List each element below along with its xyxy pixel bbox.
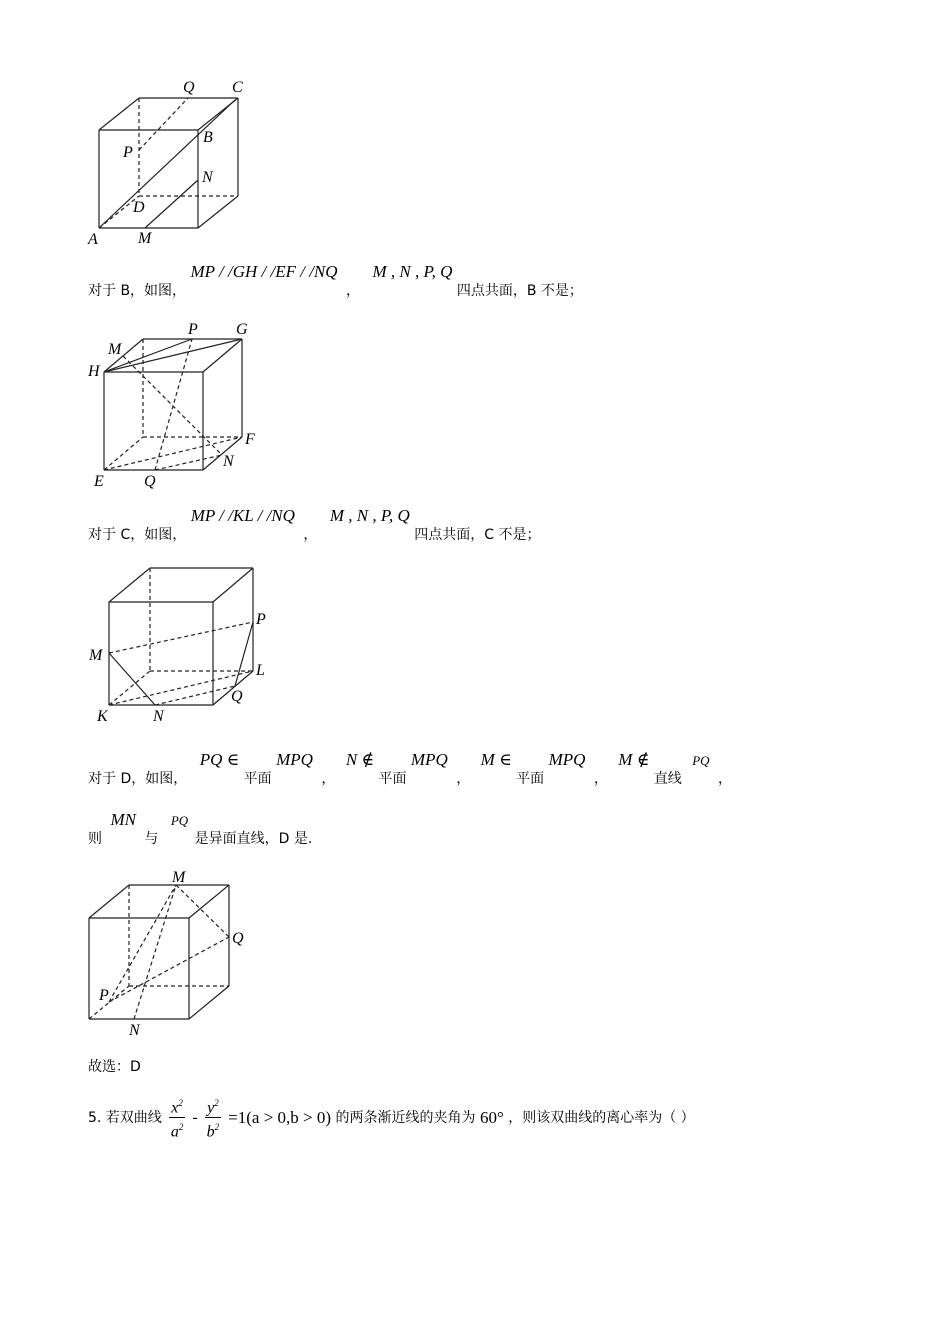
q5-frac1-den-exp: 2: [178, 1122, 184, 1133]
option-d-sep-1: ，: [321, 771, 336, 787]
figure-cube-c: [85, 318, 265, 493]
fig1-label-q: Q: [183, 79, 195, 96]
q5-fraction-x: [169, 1094, 185, 1142]
option-b-math-parallel: MP / /GH / /EF / /NQ: [190, 262, 338, 281]
fig2-label-m: M: [108, 341, 122, 358]
option-d-text-line: 直线: [653, 771, 682, 787]
q5-minus: -: [192, 1108, 198, 1126]
fig2-label-g: G: [236, 321, 248, 338]
d2-text-then: 则: [88, 831, 102, 847]
d2-text-skew: 是异面直线，D 是.: [194, 831, 313, 847]
q5-suffix: ，则该双曲线的离心率为（ ）: [508, 1109, 695, 1126]
d2-math-mn: MN: [110, 810, 136, 829]
option-d-math-5: M ∈: [480, 750, 512, 769]
option-b-suffix: 四点共面，B 不是；: [456, 283, 583, 299]
line-option-d-conclusion: [88, 810, 313, 847]
figure-cube-d: [85, 560, 275, 730]
option-d-prefix: 对于 D，如图，: [88, 771, 188, 787]
q5-equation-rest: =1(a > 0,b > 0): [228, 1107, 332, 1127]
option-d-text-plane-2: 平面: [378, 771, 407, 787]
option-c-math-parallel: MP / /KL / /NQ: [190, 506, 295, 525]
d2-math-pq: PQ: [170, 813, 189, 828]
fig3-label-l: L: [256, 662, 265, 679]
option-d-math-3: N ∉: [345, 750, 375, 769]
fig2-label-n: N: [223, 453, 234, 470]
fig2-label-h: H: [88, 363, 100, 380]
fig2-label-f: F: [245, 431, 255, 448]
fig1-label-n: N: [202, 169, 213, 186]
q5-frac1-num-exp: 2: [178, 1098, 183, 1108]
fig3-label-q: Q: [231, 688, 243, 705]
option-d-sep-2: ，: [456, 771, 471, 787]
fig2-label-q: Q: [144, 473, 156, 490]
option-d-math-2: MPQ: [276, 750, 313, 769]
line-option-d: [88, 750, 732, 787]
q5-frac2-den-exp: 2: [214, 1122, 220, 1133]
q5-frac2-den: b: [206, 1123, 215, 1141]
answer-line: 故选：D: [88, 1059, 141, 1075]
option-d-math-6: MPQ: [548, 750, 586, 769]
option-d-math-4: MPQ: [410, 750, 448, 769]
fig1-label-d: D: [133, 199, 145, 216]
option-c-sep: ，: [303, 527, 318, 543]
fig3-label-p: P: [256, 611, 266, 628]
figure-cube-b: [80, 75, 260, 250]
q5-mid: 的两条渐近线的夹角为: [335, 1109, 476, 1126]
line-option-c: [88, 506, 541, 543]
option-d-math-7: M ∉: [618, 750, 650, 769]
option-d-math-8: PQ: [692, 753, 710, 768]
option-c-suffix: 四点共面，C 不是；: [414, 527, 541, 543]
fig1-label-c: C: [232, 79, 243, 96]
q5-frac2-num-exp: 2: [214, 1098, 219, 1108]
q5-angle: 60°: [479, 1107, 504, 1127]
fig4-label-m: M: [172, 869, 186, 886]
question-5: [88, 1094, 695, 1142]
fig1-label-m: M: [138, 230, 152, 247]
option-c-prefix: 对于 C，如图，: [88, 527, 187, 543]
option-d-text-plane-1: 平面: [243, 771, 272, 787]
option-d-text-plane-3: 平面: [516, 771, 545, 787]
fig4-label-q: Q: [232, 930, 244, 947]
fig2-label-e: E: [94, 473, 104, 490]
option-d-math-1: PQ ∈: [199, 750, 240, 769]
line-option-b: [88, 262, 583, 299]
fig1-label-p: P: [123, 144, 133, 161]
fig1-label-b: B: [203, 129, 213, 146]
option-b-math-points: M , N , P, Q: [372, 262, 453, 281]
fig4-label-p: P: [99, 987, 109, 1004]
q5-frac2-num: y: [207, 1099, 215, 1117]
d2-text-and: 与: [144, 831, 159, 847]
option-d-sep-4: ，: [718, 771, 732, 787]
option-d-sep-3: ，: [593, 771, 608, 787]
option-b-prefix: 对于 B，如图，: [88, 283, 187, 299]
q5-frac1-den: a: [170, 1123, 179, 1141]
fig1-label-a: A: [88, 231, 98, 248]
fig2-label-p: P: [188, 321, 198, 338]
q5-frac1-num: x: [171, 1099, 179, 1117]
fig3-label-m: M: [89, 647, 103, 664]
fig3-label-n: N: [153, 708, 164, 725]
fig3-label-k: K: [97, 708, 108, 725]
q5-prefix: 5. 若双曲线: [88, 1109, 162, 1126]
option-b-sep: ，: [345, 283, 360, 299]
fig4-label-n: N: [129, 1022, 140, 1039]
option-c-math-points: M , N , P, Q: [329, 506, 410, 525]
q5-fraction-y: [205, 1094, 221, 1142]
figure-cube-answer: [85, 865, 255, 1040]
